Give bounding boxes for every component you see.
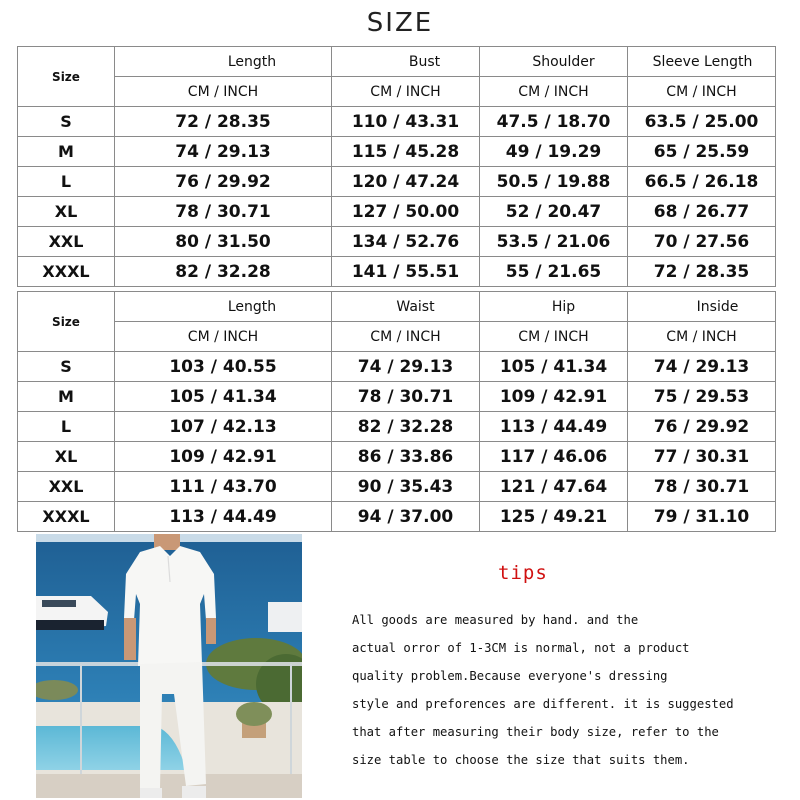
table-cell: 109 / 42.91	[115, 442, 332, 472]
tops-size-table	[17, 46, 776, 287]
table-cell: 63.5 / 25.00	[628, 107, 776, 137]
table-cell: 76 / 29.92	[628, 412, 776, 442]
column-header-shoulder: Shoulder	[480, 47, 628, 77]
column-header-length: Length	[115, 47, 332, 77]
size-label: S	[18, 107, 115, 137]
table-cell: 55 / 21.65	[480, 257, 628, 287]
table-cell: 113 / 44.49	[115, 502, 332, 532]
table-cell: 105 / 41.34	[115, 382, 332, 412]
size-label: L	[18, 167, 115, 197]
table-row	[18, 107, 776, 137]
size-label: M	[18, 382, 115, 412]
table-cell: 49 / 19.29	[480, 137, 628, 167]
unit-label: CM / INCH	[332, 322, 480, 352]
table-row	[18, 227, 776, 257]
tips-line: size table to choose the size that suits them.	[352, 753, 690, 767]
tips-line: style and preforences are different. it is suggested	[352, 697, 734, 711]
table-cell: 111 / 43.70	[115, 472, 332, 502]
size-label: XXL	[18, 472, 115, 502]
tips-line: quality problem.Because everyone's dressing	[352, 669, 668, 683]
column-header-bust: Bust	[332, 47, 480, 77]
table-cell: 117 / 46.06	[480, 442, 628, 472]
table-header-row	[18, 292, 776, 322]
table-cell: 121 / 47.64	[480, 472, 628, 502]
table-row	[18, 197, 776, 227]
table-row	[18, 442, 776, 472]
table-cell: 79 / 31.10	[628, 502, 776, 532]
table-cell: 134 / 52.76	[332, 227, 480, 257]
table-cell: 94 / 37.00	[332, 502, 480, 532]
size-column-header: Size	[18, 292, 115, 352]
size-label: XXXL	[18, 257, 115, 287]
table-cell: 115 / 45.28	[332, 137, 480, 167]
page-title: SIZE	[366, 8, 434, 38]
table-cell: 77 / 30.31	[628, 442, 776, 472]
table-header-row	[18, 47, 776, 77]
table-cell: 74 / 29.13	[628, 352, 776, 382]
tips-line: All goods are measured by hand. and the	[352, 613, 639, 627]
table-cell: 70 / 27.56	[628, 227, 776, 257]
table-cell: 113 / 44.49	[480, 412, 628, 442]
unit-label: CM / INCH	[115, 322, 332, 352]
size-label: XL	[18, 442, 115, 472]
table-cell: 78 / 30.71	[115, 197, 332, 227]
table-cell: 82 / 32.28	[115, 257, 332, 287]
table-cell: 78 / 30.71	[628, 472, 776, 502]
size-label: XXXL	[18, 502, 115, 532]
tips-text	[352, 611, 792, 779]
table-cell: 74 / 29.13	[332, 352, 480, 382]
table-cell: 52 / 20.47	[480, 197, 628, 227]
table-cell: 125 / 49.21	[480, 502, 628, 532]
table-cell: 127 / 50.00	[332, 197, 480, 227]
table-cell: 47.5 / 18.70	[480, 107, 628, 137]
table-cell: 53.5 / 21.06	[480, 227, 628, 257]
unit-label: CM / INCH	[480, 322, 628, 352]
table-cell: 80 / 31.50	[115, 227, 332, 257]
table-row	[18, 167, 776, 197]
table-cell: 76 / 29.92	[115, 167, 332, 197]
table-cell: 75 / 29.53	[628, 382, 776, 412]
tips-heading: tips	[498, 562, 548, 584]
column-header-sleeve-length: Sleeve Length	[628, 47, 776, 77]
table-cell: 110 / 43.31	[332, 107, 480, 137]
product-photo	[36, 534, 302, 798]
column-header-waist: Waist	[332, 292, 480, 322]
tips-line: that after measuring their body size, refer to the	[352, 725, 719, 739]
table-cell: 66.5 / 26.18	[628, 167, 776, 197]
unit-row	[18, 77, 776, 107]
column-header-inside: Inside	[628, 292, 776, 322]
pants-size-table	[17, 291, 776, 532]
table-cell: 68 / 26.77	[628, 197, 776, 227]
column-header-hip: Hip	[480, 292, 628, 322]
size-label: S	[18, 352, 115, 382]
table-row	[18, 502, 776, 532]
table-cell: 120 / 47.24	[332, 167, 480, 197]
table-cell: 105 / 41.34	[480, 352, 628, 382]
unit-label: CM / INCH	[332, 77, 480, 107]
size-label: M	[18, 137, 115, 167]
size-label: XXL	[18, 227, 115, 257]
unit-label: CM / INCH	[628, 322, 776, 352]
table-cell: 90 / 35.43	[332, 472, 480, 502]
table-cell: 65 / 25.59	[628, 137, 776, 167]
size-label: L	[18, 412, 115, 442]
table-cell: 103 / 40.55	[115, 352, 332, 382]
table-cell: 74 / 29.13	[115, 137, 332, 167]
table-cell: 78 / 30.71	[332, 382, 480, 412]
table-cell: 109 / 42.91	[480, 382, 628, 412]
table-cell: 72 / 28.35	[628, 257, 776, 287]
table-row	[18, 257, 776, 287]
tips-line: actual orror of 1-3CM is normal, not a product	[352, 641, 690, 655]
unit-label: CM / INCH	[628, 77, 776, 107]
table-cell: 50.5 / 19.88	[480, 167, 628, 197]
table-cell: 86 / 33.86	[332, 442, 480, 472]
unit-row	[18, 322, 776, 352]
table-cell: 141 / 55.51	[332, 257, 480, 287]
table-row	[18, 137, 776, 167]
unit-label: CM / INCH	[480, 77, 628, 107]
unit-label: CM / INCH	[115, 77, 332, 107]
table-cell: 107 / 42.13	[115, 412, 332, 442]
size-label: XL	[18, 197, 115, 227]
table-row	[18, 412, 776, 442]
table-cell: 82 / 32.28	[332, 412, 480, 442]
column-header-length: Length	[115, 292, 332, 322]
table-row	[18, 382, 776, 412]
table-cell: 72 / 28.35	[115, 107, 332, 137]
table-row	[18, 472, 776, 502]
table-row	[18, 352, 776, 382]
size-column-header: Size	[18, 47, 115, 107]
